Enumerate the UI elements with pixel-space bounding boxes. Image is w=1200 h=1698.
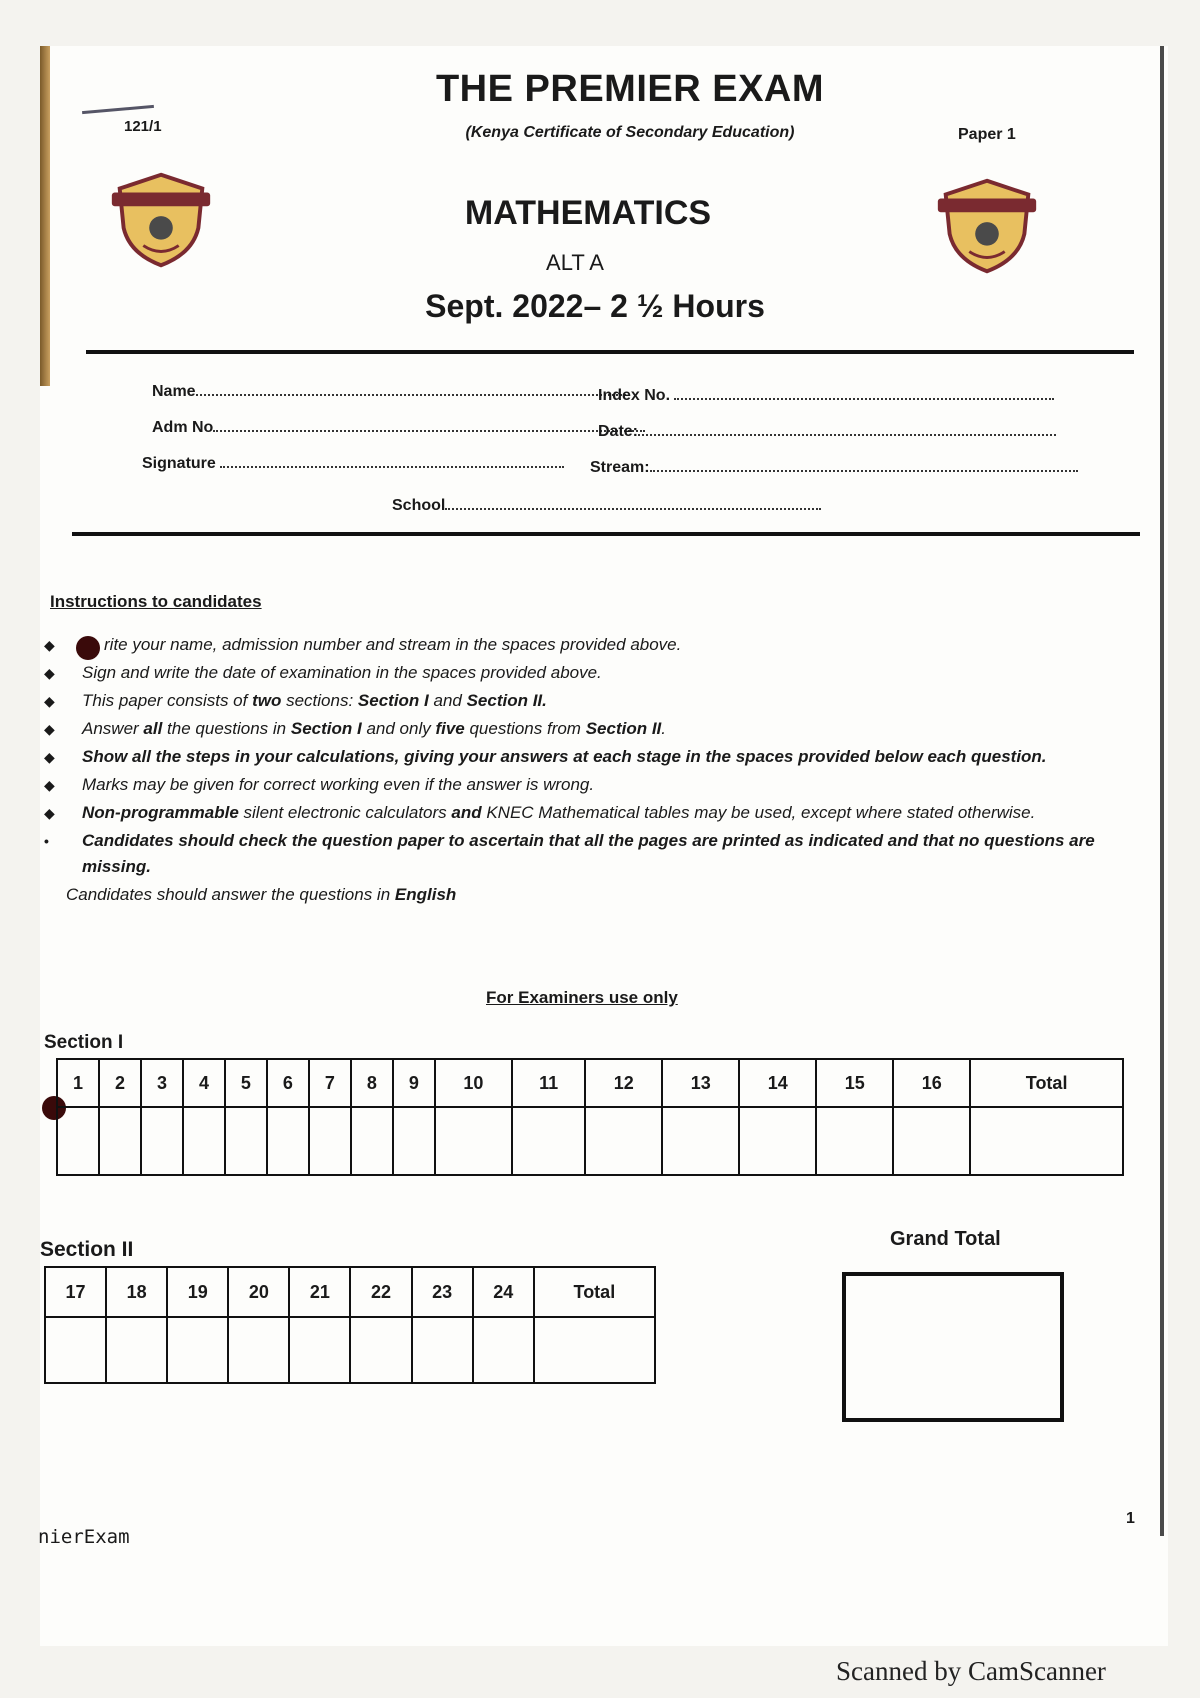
section2-col-header: 17 xyxy=(45,1267,106,1317)
score-cell[interactable] xyxy=(435,1107,512,1175)
exam-title: THE PREMIER EXAM xyxy=(435,68,825,110)
total-cell[interactable] xyxy=(970,1107,1123,1175)
name-blank xyxy=(196,382,626,396)
adm-no-label: Adm No xyxy=(152,419,214,436)
section2-col-header: 21 xyxy=(289,1267,350,1317)
section1-marks-table xyxy=(56,1058,1124,1176)
instruction-item xyxy=(40,800,1150,826)
date-label: Date: xyxy=(598,423,639,440)
instruction-item xyxy=(40,772,1150,798)
grand-total-box[interactable] xyxy=(842,1272,1064,1422)
page-number: 1 xyxy=(1126,1510,1135,1527)
score-cell[interactable] xyxy=(350,1317,411,1383)
instruction-text: Answer xyxy=(82,719,144,738)
paper-version: ALT A xyxy=(546,250,604,275)
scanner-watermark: Scanned by CamScanner xyxy=(836,1656,1106,1686)
instruction-emphasis: and xyxy=(451,803,482,822)
signature-blank xyxy=(220,454,564,468)
section1-col-header: 4 xyxy=(183,1059,225,1107)
section2-score-row xyxy=(45,1317,655,1383)
instruction-text: KNEC Mathematical tables may be used, except where stated otherwise. xyxy=(481,803,1036,822)
divider-bottom xyxy=(72,532,1140,536)
subject-title: MATHEMATICS xyxy=(464,194,712,232)
instruction-text: silent electronic calculators xyxy=(238,803,452,822)
section2-marks-table xyxy=(44,1266,656,1384)
instruction-text: sections: xyxy=(281,691,358,710)
instruction-text: questions from xyxy=(464,719,586,738)
signature-label: Signature xyxy=(142,455,216,472)
index-no-label: Index No. xyxy=(598,387,671,404)
section1-col-header: 11 xyxy=(512,1059,585,1107)
score-cell[interactable] xyxy=(473,1317,534,1383)
exam-subtitle: (Kenya Certificate of Secondary Education) xyxy=(465,124,795,141)
bullet-icon: ◆ xyxy=(44,637,55,653)
section2-col-header: 19 xyxy=(167,1267,228,1317)
instruction-text: Show all the steps in your calculations, giving your answers at each stage in the spaces provided below each question. xyxy=(82,747,1047,766)
adm-no-field[interactable] xyxy=(152,418,645,437)
score-cell[interactable] xyxy=(393,1107,435,1175)
total-cell[interactable] xyxy=(534,1317,655,1383)
name-label: Name xyxy=(152,383,196,400)
section1-score-row xyxy=(57,1107,1123,1175)
section1-col-header: 7 xyxy=(309,1059,351,1107)
section1-header-row xyxy=(57,1059,1123,1107)
section1-col-header: 2 xyxy=(99,1059,141,1107)
stream-label: Stream: xyxy=(590,459,650,476)
score-cell[interactable] xyxy=(183,1107,225,1175)
section1-col-header: 6 xyxy=(267,1059,309,1107)
section1-col-header: 8 xyxy=(351,1059,393,1107)
instruction-item xyxy=(40,632,1150,658)
score-cell[interactable] xyxy=(228,1317,289,1383)
score-cell[interactable] xyxy=(141,1107,183,1175)
instruction-emphasis: Section I xyxy=(290,719,362,738)
school-blank xyxy=(445,496,821,510)
score-cell[interactable] xyxy=(45,1317,106,1383)
index-no-field[interactable] xyxy=(598,386,1054,405)
score-cell[interactable] xyxy=(289,1317,350,1383)
score-cell[interactable] xyxy=(662,1107,739,1175)
school-label: School xyxy=(392,497,446,514)
section1-col-header: 15 xyxy=(816,1059,893,1107)
section1-col-header: 5 xyxy=(225,1059,267,1107)
stream-blank xyxy=(650,458,1078,472)
page-edge-right xyxy=(1160,46,1164,1536)
instruction-text: . xyxy=(661,719,667,738)
score-cell[interactable] xyxy=(412,1317,473,1383)
divider-top xyxy=(86,350,1134,354)
instruction-emphasis: Section II. xyxy=(466,691,547,710)
section1-col-header: 9 xyxy=(393,1059,435,1107)
school-crest-logo-right xyxy=(928,172,1046,282)
instruction-item xyxy=(40,716,1150,742)
instruction-text: Marks may be given for correct working even if the answer is wrong. xyxy=(82,775,595,794)
score-cell[interactable] xyxy=(167,1317,228,1383)
signature-field[interactable] xyxy=(142,454,564,473)
section2-col-header: 18 xyxy=(106,1267,167,1317)
instruction-text: rite your name, admission number and stream in the spaces provided above. xyxy=(104,635,682,654)
score-cell[interactable] xyxy=(816,1107,893,1175)
bullet-icon: ◆ xyxy=(44,805,55,821)
date-field[interactable] xyxy=(598,422,1056,441)
instruction-item xyxy=(40,882,1150,908)
section1-col-header: 12 xyxy=(585,1059,662,1107)
school-crest-logo xyxy=(102,166,220,276)
instruction-emphasis: Non-programmable xyxy=(82,803,239,822)
instruction-emphasis: two xyxy=(252,691,282,710)
score-cell[interactable] xyxy=(512,1107,585,1175)
score-cell[interactable] xyxy=(57,1107,99,1175)
score-cell[interactable] xyxy=(99,1107,141,1175)
instruction-text: Candidates should check the question paper to ascertain that all the pages are printed as indicated and that no questions are missing. xyxy=(82,831,1095,876)
stream-field[interactable] xyxy=(590,458,1078,477)
date-blank xyxy=(638,422,1056,436)
instruction-emphasis: all xyxy=(143,719,163,738)
bullet-icon: ◆ xyxy=(44,665,55,681)
section1-col-header: 3 xyxy=(141,1059,183,1107)
grand-total-label: Grand Total xyxy=(890,1228,1001,1250)
instruction-emphasis: Section I xyxy=(357,691,429,710)
instruction-emphasis: Section II xyxy=(585,719,662,738)
section1-col-header: 13 xyxy=(662,1059,739,1107)
instruction-text: the questions in xyxy=(162,719,291,738)
section1-col-header: 1 xyxy=(57,1059,99,1107)
score-cell[interactable] xyxy=(267,1107,309,1175)
instruction-text: and only xyxy=(361,719,436,738)
score-cell[interactable] xyxy=(739,1107,816,1175)
score-cell[interactable] xyxy=(106,1317,167,1383)
score-cell[interactable] xyxy=(585,1107,662,1175)
section2-col-header: 22 xyxy=(350,1267,411,1317)
instructions-heading: Instructions to candidates xyxy=(50,592,262,611)
instruction-item xyxy=(40,660,1150,686)
instruction-item xyxy=(40,744,1150,770)
instruction-text: Sign and write the date of examination in the spaces provided above. xyxy=(82,663,602,682)
score-cell[interactable] xyxy=(351,1107,393,1175)
instruction-item xyxy=(40,688,1150,714)
paper-code: 121/1 xyxy=(124,118,162,135)
section1-col-header: 16 xyxy=(893,1059,970,1107)
instruction-emphasis: five xyxy=(435,719,465,738)
score-cell[interactable] xyxy=(893,1107,970,1175)
section1-col-header: 10 xyxy=(435,1059,512,1107)
section2-col-header: 24 xyxy=(473,1267,534,1317)
section2-col-header: 20 xyxy=(228,1267,289,1317)
section2-col-header: 23 xyxy=(412,1267,473,1317)
page-edge-left xyxy=(40,46,50,386)
section2-label: Section II xyxy=(40,1238,134,1261)
score-cell[interactable] xyxy=(225,1107,267,1175)
bullet-icon: ◆ xyxy=(44,721,55,737)
school-field[interactable] xyxy=(392,496,821,515)
section1-col-header: 14 xyxy=(739,1059,816,1107)
bullet-icon: ◆ xyxy=(44,749,55,765)
paper-number: Paper 1 xyxy=(958,126,1016,143)
bullet-icon: ◆ xyxy=(44,777,55,793)
section2-col-header: Total xyxy=(534,1267,655,1317)
footer-code: nierExam xyxy=(38,1526,130,1548)
instruction-item xyxy=(40,828,1150,880)
instruction-emphasis: English xyxy=(394,885,457,904)
examiners-heading: For Examiners use only xyxy=(486,988,678,1007)
bullet-icon: • xyxy=(44,833,49,849)
section1-col-header: Total xyxy=(970,1059,1123,1107)
instruction-text: and xyxy=(428,691,467,710)
section2-header-row xyxy=(45,1267,655,1317)
bullet-icon: ◆ xyxy=(44,693,55,709)
section1-label: Section I xyxy=(44,1032,124,1053)
index-no-blank xyxy=(674,386,1054,400)
score-cell[interactable] xyxy=(309,1107,351,1175)
instruction-text: Candidates should answer the questions in xyxy=(66,885,395,904)
adm-no-blank xyxy=(213,418,645,432)
name-field[interactable] xyxy=(152,382,626,401)
instructions-list xyxy=(40,632,1150,908)
instruction-text: This paper consists of xyxy=(82,691,253,710)
exam-date-duration: Sept. 2022– 2 ½ Hours xyxy=(425,288,765,324)
